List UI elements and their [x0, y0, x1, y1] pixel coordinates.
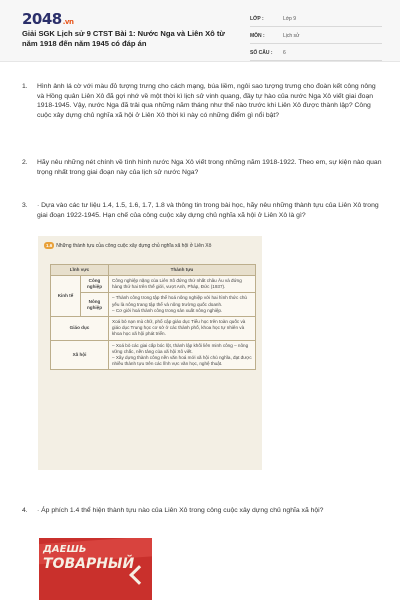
- meta-row-subject: MÔN : Lịch sử: [250, 29, 382, 44]
- cell-education: Xoá bỏ nạn mù chữ, phổ cập giáo dục Tiểu học trên toàn quốc và giáo dục Trung học cơ sở ở các thành phố, khoa học tự nhiên và khoa học xã hội phát triển.: [109, 317, 256, 341]
- soviet-poster-image: [39, 538, 152, 600]
- row-label-education: Giáo dục: [51, 317, 109, 341]
- poster-text-line2: ТОВАРНЫЙ: [43, 556, 135, 572]
- row-label-agriculture: Nông nghiệp: [81, 293, 109, 317]
- page-header: [0, 0, 400, 62]
- question-2: 2. Hãy nêu những nét chính về tình hình nước Nga Xô viết trong những năm 1918-1922. Theo em, sự kiện nào quan trọng nhất trong giai đoạn này của lịch sử nước Nga?: [22, 159, 382, 176]
- col-header-achievement: Thành tựu: [109, 265, 256, 276]
- achievements-figure: [38, 236, 262, 470]
- site-logo[interactable]: 2048.vn: [22, 10, 74, 28]
- meta-panel: [250, 12, 382, 63]
- achievements-table: [50, 264, 256, 370]
- meta-row-grade: LỚP : Lớp 9: [250, 12, 382, 27]
- poster-text-line1: ДАЕШЬ: [43, 544, 87, 555]
- meta-row-question-count: SỐ CÂU : 6: [250, 46, 382, 61]
- table-row: [51, 340, 256, 370]
- figure-caption: 1.6 Những thành tựu của công cuộc xây dựng chủ nghĩa xã hội ở Liên Xô: [46, 243, 212, 249]
- table-header-row: [51, 265, 256, 276]
- cell-industry: Công nghiệp nặng của Liên Xô đứng thứ nhất châu Âu và đứng hàng thứ hai trên thế giới, vượt Anh, Pháp, Đức (1937).: [109, 276, 256, 293]
- question-1: 1. Hình ảnh lá cờ với màu đỏ tượng trưng cho cách mạng, búa liềm, ngôi sao tượng trưng cho đoàn kết công nông và Hồng quân Liên Xô đã gợi nhớ về một thời kì lịch sử vinh quang, đầy tự hào của nước Nga Xô viết giai đoạn 1918-1945. Vậy, nước Nga đã trải qua những năm tháng như thế nào trước khi Liên Xô được thành lập? Công cuộc xây dựng chủ nghĩa xã hội ở Liên Xô thời kì này có những điểm gì nổi bật?: [22, 83, 376, 119]
- question-3: 3. · Dựa vào các tư liệu 1.4, 1.5, 1.6, 1.7, 1.8 và thông tin trong bài học, hãy nêu những thành tựu của Liên Xô trong giai đoạn 1922-1945. Hạn chế của công cuộc xây dựng chủ nghĩa xã hội ở Liên Xô là gì?: [22, 202, 379, 219]
- table-row: [51, 317, 256, 341]
- row-label-industry: Công nghiệp: [81, 276, 109, 293]
- table-row: [51, 293, 256, 317]
- row-label-society: Xã hội: [51, 340, 109, 370]
- cell-agriculture: – Thành công trong tập thể hoá nông nghiệp với hai hình thức chủ yếu là nông trang tập thể và nông trường quốc doanh. – Cơ giới hoá thành công trong sản xuất nông nghiệp.: [109, 293, 256, 317]
- question-4: 4. · Áp phích 1.4 thể hiện thành tựu nào của Liên Xô trong công cuộc xây dựng chủ nghĩa xã hội?: [22, 507, 324, 514]
- cell-society: – Xoá bỏ các giai cấp bóc lột, thành lập khối liên minh công – nông vững chắc, nền tảng của xã hội Xô viết. – Xây dựng thành công nền văn hoá mới xã hội chủ nghĩa, đạt được nhiều thành tựu trên các lĩnh vực văn học, nghệ thuật.: [109, 340, 256, 370]
- page-title: Giải SGK Lịch sử 9 CTST Bài 1: Nước Nga và Liên Xô từ năm 1918 đến năm 1945 có đáp án: [22, 29, 225, 48]
- figure-badge: 1.6: [46, 243, 53, 248]
- row-label-economy: Kinh tế: [51, 276, 81, 317]
- col-header-field: Lĩnh vực: [51, 265, 109, 276]
- table-row: [51, 276, 256, 293]
